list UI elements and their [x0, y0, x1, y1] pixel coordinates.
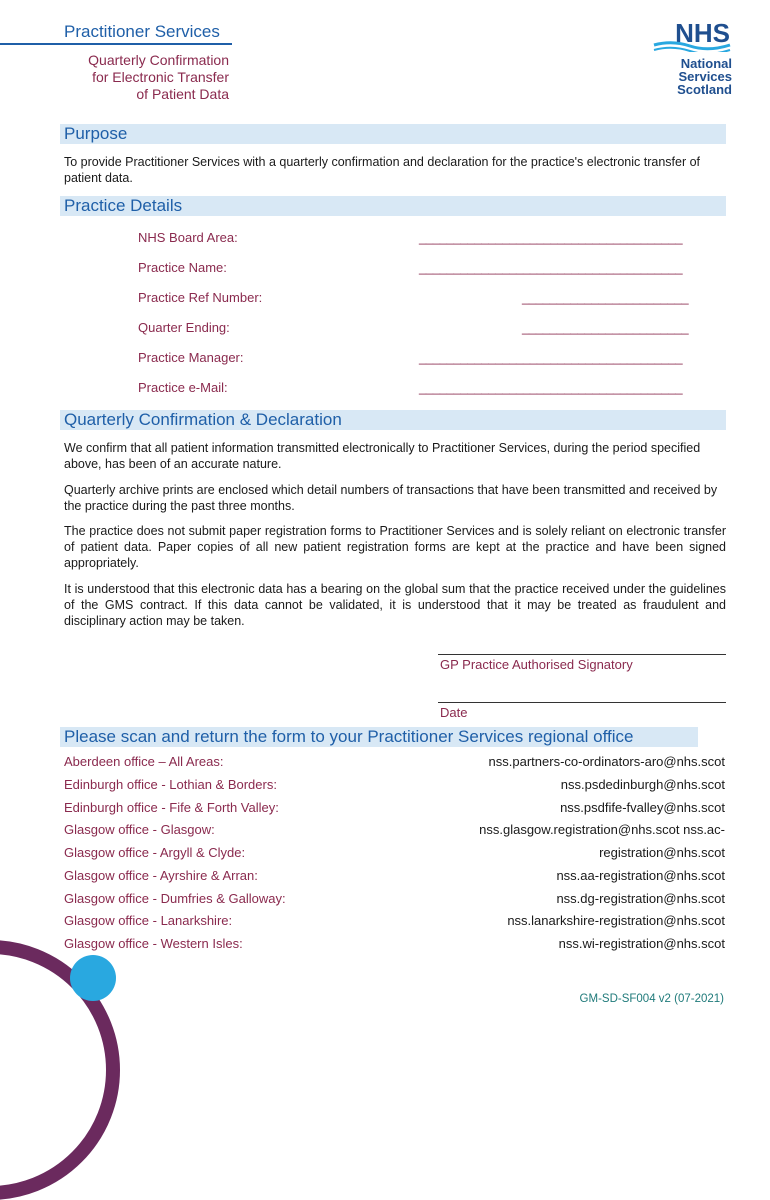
declaration-section-header: [60, 410, 726, 430]
quarter-ending-field[interactable]: ________________________: [522, 320, 689, 335]
practice-email-label: Practice e-Mail:: [138, 380, 228, 395]
practice-ref-number-field[interactable]: ________________________: [522, 290, 689, 305]
office-label: Aberdeen office – All Areas:: [64, 754, 224, 769]
logo-line: Services: [678, 69, 732, 84]
date-line[interactable]: [438, 702, 726, 703]
practice-manager-label: Practice Manager:: [138, 350, 244, 365]
nhs-wordmark: [650, 18, 732, 52]
subtitle-line: of Patient Data: [136, 86, 229, 102]
office-email[interactable]: nss.wi-registration@nhs.scot: [558, 936, 725, 951]
office-label: Glasgow office - Western Isles:: [64, 936, 243, 951]
office-label: Glasgow office - Ayrshire & Arran:: [64, 868, 258, 883]
office-email[interactable]: nss.partners-co-ordinators-aro@nhs.scot: [488, 754, 725, 769]
logo-line: National: [680, 56, 732, 71]
office-label: Glasgow office - Lanarkshire:: [64, 913, 233, 928]
nhs-board-area-field[interactable]: ______________________________________: [419, 230, 683, 245]
office-email[interactable]: nss.lanarkshire-registration@nhs.scot: [507, 913, 725, 928]
date-label: Date: [440, 705, 468, 720]
purpose-text: To provide Practitioner Services with a quarterly confirmation and declaration for the practice's electronic transfer of patient data.: [64, 155, 701, 185]
brand-title: Practitioner Services: [64, 22, 220, 41]
logo-line: Scotland: [677, 82, 732, 97]
office-email[interactable]: nss.glasgow.registration@nhs.scot nss.ac-: [479, 822, 725, 837]
office-email[interactable]: registration@nhs.scot: [599, 845, 725, 860]
office-email[interactable]: nss.psdedinburgh@nhs.scot: [560, 777, 725, 792]
return-section-header: [60, 727, 698, 747]
section-title: Purpose: [64, 124, 128, 143]
quarter-ending-label: Quarter Ending:: [138, 320, 230, 335]
practice-manager-field[interactable]: ______________________________________: [419, 350, 683, 365]
office-label: Edinburgh office - Lothian & Borders:: [64, 777, 277, 792]
signatory-label: GP Practice Authorised Signatory: [440, 657, 633, 672]
section-title: Please scan and return the form to your Practitioner Services regional office: [64, 727, 634, 746]
declaration-paragraph: We confirm that all patient information transmitted electronically to Practitioner Services, during the period specified above, has been of an accurate nature.: [64, 441, 701, 471]
nhs-logo-text: NHS: [675, 18, 730, 48]
declaration-paragraph: Quarterly archive prints are enclosed which detail numbers of transactions that have been transmitted and received by the practice during the past three months.: [64, 483, 718, 513]
section-title: Practice Details: [64, 196, 183, 215]
office-label: Glasgow office - Glasgow:: [64, 822, 215, 837]
purpose-section-header: [60, 124, 726, 144]
office-label: Edinburgh office - Fife & Forth Valley:: [64, 800, 279, 815]
nhs-board-area-label: NHS Board Area:: [138, 230, 238, 245]
practice-email-field[interactable]: ______________________________________: [419, 380, 683, 395]
subtitle-line: Quarterly Confirmation: [88, 52, 229, 68]
office-email[interactable]: nss.psdfife-fvalley@nhs.scot: [560, 800, 725, 815]
office-label: Glasgow office - Dumfries & Galloway:: [64, 891, 286, 906]
practice-details-section-header: [60, 196, 726, 216]
form-code: GM-SD-SF004 v2 (07-2021): [579, 993, 724, 1005]
decorative-dot: [70, 955, 116, 1001]
subtitle-line: for Electronic Transfer: [92, 69, 229, 85]
practice-name-label: Practice Name:: [138, 260, 227, 275]
nhs-logo: [650, 18, 732, 96]
practice-name-field[interactable]: ______________________________________: [419, 260, 683, 275]
section-title: Quarterly Confirmation & Declaration: [64, 410, 342, 429]
practice-ref-number-label: Practice Ref Number:: [138, 290, 263, 305]
brand-rule: [0, 43, 232, 45]
office-label: Glasgow office - Argyll & Clyde:: [64, 845, 246, 860]
signature-line[interactable]: [438, 654, 726, 655]
office-email[interactable]: nss.aa-registration@nhs.scot: [556, 868, 725, 883]
declaration-paragraph: It is understood that this electronic data has a bearing on the global sum that the practice received under the guidelines of the GMS contract. If this data cannot be validated, it is understood that it may be treated as fraudulent and disciplinary action may be taken.: [64, 582, 726, 628]
office-email[interactable]: nss.dg-registration@nhs.scot: [556, 891, 725, 906]
declaration-paragraph: The practice does not submit paper registration forms to Practitioner Services and is solely reliant on electronic transfer of patient data. Paper copies of all new patient registration forms are kept at the practice and have been signed appropriately.: [64, 524, 726, 570]
form-subtitle: [88, 52, 229, 103]
